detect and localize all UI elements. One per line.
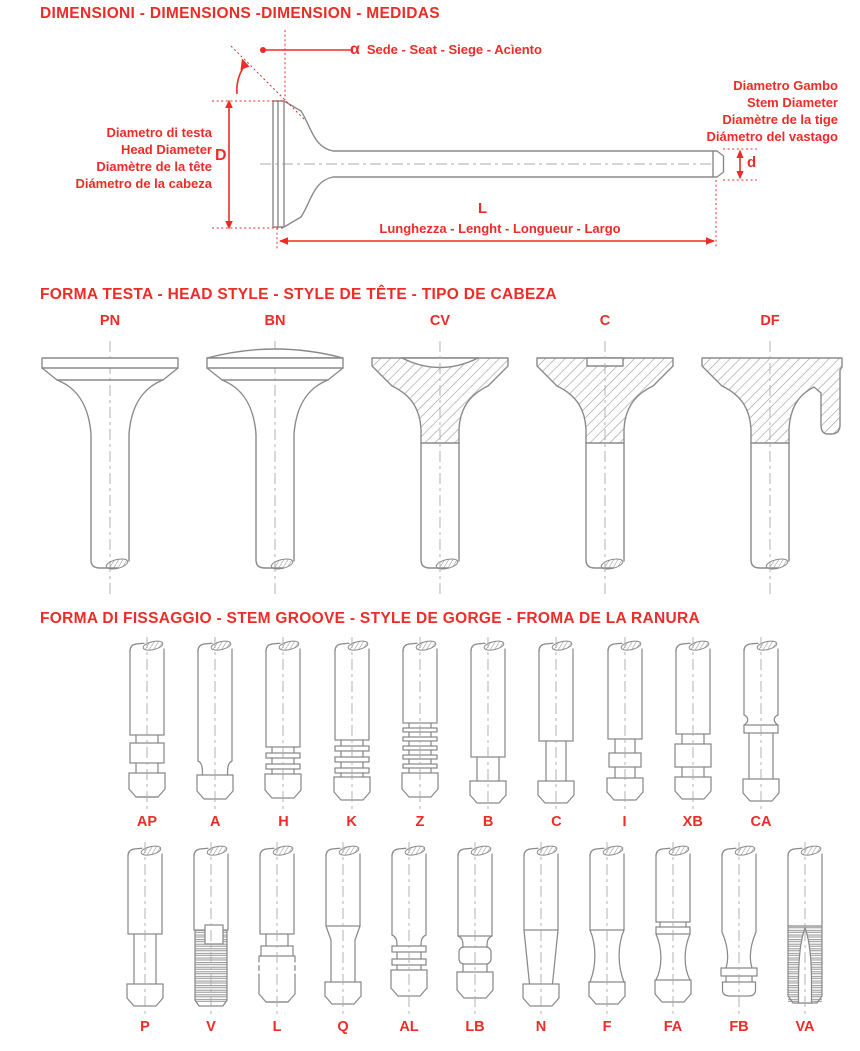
stem-diameter-symbol: d xyxy=(747,154,757,171)
head-diameter-line: Diametro di testa xyxy=(106,125,212,140)
alpha-symbol: α xyxy=(350,41,360,58)
stem-groove-figure-l xyxy=(244,842,310,1014)
stem-groove-ap xyxy=(114,637,180,835)
stem-groove-figure-ca xyxy=(728,637,794,809)
head-styles-row xyxy=(30,313,850,601)
stem-groove-label-fa: FA xyxy=(663,1019,683,1035)
stem-groove-figure-z xyxy=(387,637,453,809)
head-style-figure-cv xyxy=(360,339,520,601)
stem-groove-label-l: L xyxy=(272,1019,282,1035)
stem-groove-figure-c xyxy=(523,637,589,809)
stem-groove-v xyxy=(178,842,244,1040)
head-style-label-c: C xyxy=(599,313,611,329)
head-styles-title: FORMA TESTA - HEAD STYLE - STYLE DE TÊTE - TIPO DE CABEZA xyxy=(40,286,557,303)
stem-groove-l xyxy=(244,842,310,1040)
head-style-figure-c xyxy=(525,339,685,601)
stem-groove-label-al: AL xyxy=(399,1019,419,1035)
head-style-label-df: DF xyxy=(760,313,780,329)
stem-groove-figure-fb xyxy=(706,842,772,1014)
stem-groove-h xyxy=(250,637,316,835)
dimensions-title: DIMENSIONI - DIMENSIONS -DIMENSION - MEDIDAS xyxy=(40,5,440,22)
stem-groove-figure-va xyxy=(772,842,838,1014)
stem-grooves-title: FORMA DI FISSAGGIO - STEM GROOVE - STYLE DE GORGE - FROMA DE LA RANURA xyxy=(40,610,700,627)
stem-groove-label-b: B xyxy=(482,814,494,830)
stem-groove-label-h: H xyxy=(278,814,289,830)
stem-groove-label-ca: CA xyxy=(750,814,772,830)
stem-groove-figure-i xyxy=(592,637,658,809)
stem-groove-label-c: C xyxy=(551,814,562,830)
stem-groove-figure-lb xyxy=(442,842,508,1014)
stem-groove-figure-al xyxy=(376,842,442,1014)
head-style-figure-df xyxy=(690,339,850,601)
stem-groove-label-ap: AP xyxy=(136,814,158,830)
stem-groove-figure-k xyxy=(319,637,385,809)
seat-angle-annotation xyxy=(350,41,542,59)
head-style-c xyxy=(525,313,685,601)
stem-groove-z xyxy=(387,637,453,835)
stem-groove-va xyxy=(772,842,838,1040)
seat-label: Sede - Seat - Siege - Acìento xyxy=(366,42,542,57)
head-diameter-line: Head Diameter xyxy=(120,142,212,157)
stem-groove-f xyxy=(574,842,640,1040)
stem-groove-figure-ap xyxy=(114,637,180,809)
stem-groove-c xyxy=(523,637,589,835)
stem-groove-figure-fa xyxy=(640,842,706,1014)
stem-groove-label-v: V xyxy=(206,1019,216,1035)
head-style-label-bn: BN xyxy=(264,313,286,329)
head-style-label-pn: PN xyxy=(99,313,121,329)
length-label: Lunghezza - Lenght - Longueur - Largo xyxy=(379,221,621,236)
stem-groove-ca xyxy=(728,637,794,835)
stem-diameter-line: Diametro Gambo xyxy=(733,78,838,93)
stem-groove-figure-a xyxy=(182,637,248,809)
stem-groove-lb xyxy=(442,842,508,1040)
stem-groove-q xyxy=(310,842,376,1040)
stem-groove-label-f: F xyxy=(602,1019,612,1035)
stem-groove-label-xb: XB xyxy=(682,814,703,830)
head-diameter-line: Diamètre de la tête xyxy=(96,159,212,174)
stem-groove-p xyxy=(112,842,178,1040)
stem-groove-figure-h xyxy=(250,637,316,809)
stem-groove-fa xyxy=(640,842,706,1040)
stem-groove-xb xyxy=(660,637,726,835)
head-style-label-cv: CV xyxy=(429,313,451,329)
stem-groove-k xyxy=(319,637,385,835)
stem-groove-label-k: K xyxy=(346,814,357,830)
head-style-figure-pn xyxy=(30,339,190,601)
stem-groove-row-1 xyxy=(114,637,794,835)
head-diameter-label xyxy=(34,124,212,192)
stem-diameter-line: Diámetro del vastago xyxy=(706,129,838,144)
stem-groove-row-2 xyxy=(112,842,838,1040)
stem-groove-figure-n xyxy=(508,842,574,1014)
stem-groove-i xyxy=(592,637,658,835)
stem-diameter-label xyxy=(618,77,838,145)
stem-groove-label-n: N xyxy=(535,1019,547,1035)
stem-diameter-line: Stem Diameter xyxy=(746,95,838,110)
head-style-figure-bn xyxy=(195,339,355,601)
stem-groove-label-fb: FB xyxy=(729,1019,749,1035)
head-style-df xyxy=(690,313,850,601)
stem-groove-figure-p xyxy=(112,842,178,1014)
head-style-bn xyxy=(195,313,355,601)
stem-groove-figure-v xyxy=(178,842,244,1014)
head-diameter-line: Diámetro de la cabeza xyxy=(75,176,212,191)
stem-groove-fb xyxy=(706,842,772,1040)
head-diameter-symbol: D xyxy=(215,147,227,164)
stem-groove-figure-xb xyxy=(660,637,726,809)
stem-groove-label-q: Q xyxy=(337,1019,349,1035)
stem-diameter-line: Diamètre de la tige xyxy=(722,112,838,127)
stem-groove-label-a: A xyxy=(209,814,221,830)
stem-groove-b xyxy=(455,637,521,835)
stem-groove-figure-f xyxy=(574,842,640,1014)
stem-groove-label-i: I xyxy=(622,814,627,830)
head-style-pn xyxy=(30,313,190,601)
stem-groove-n xyxy=(508,842,574,1040)
stem-groove-label-lb: LB xyxy=(465,1019,485,1035)
head-style-cv xyxy=(360,313,520,601)
stem-groove-a xyxy=(182,637,248,835)
stem-groove-label-z: Z xyxy=(415,814,425,830)
stem-groove-label-p: P xyxy=(140,1019,150,1035)
stem-groove-figure-b xyxy=(455,637,521,809)
stem-groove-label-va: VA xyxy=(795,1019,815,1035)
stem-groove-al xyxy=(376,842,442,1040)
length-symbol: L xyxy=(478,200,488,217)
stem-groove-figure-q xyxy=(310,842,376,1014)
